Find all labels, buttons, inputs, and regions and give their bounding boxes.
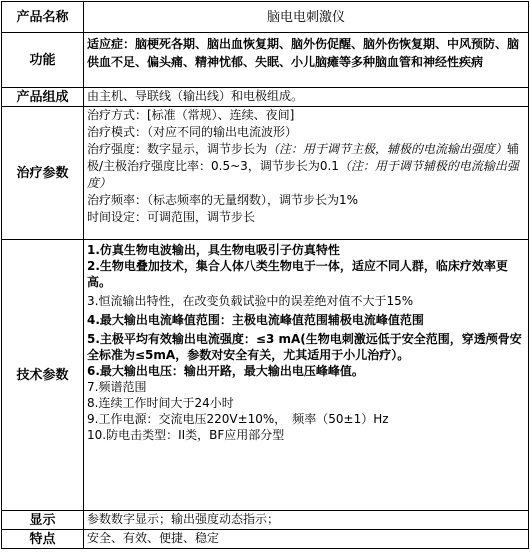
therapy-time: 时间设定：可调范围，调节步长 <box>87 210 256 224</box>
row-features <box>2 530 529 549</box>
tech-item-10: 10.防电击类型：II类，BF应用部分型 <box>87 428 285 442</box>
tech-item-4: 4.最大输出电流峰值范围：主极电流峰值范围辅极电流峰值范围 <box>87 313 424 327</box>
row-product-name <box>2 2 529 33</box>
label-technical: 技术参数 <box>2 240 84 511</box>
tech-item-9: 9.工作电源：交流电压220V±10%， 频率（50±1）Hz <box>87 412 389 426</box>
row-function <box>2 33 529 88</box>
label-product-name: 产品名称 <box>2 2 84 33</box>
tech-item-6: 6.最大输出电压：输出开路，最大输出电压峰峰值。 <box>87 364 364 378</box>
tech-item-2: 2.生物电叠加技术，集合人体八类生物电于一体，适应不同人群，临床疗效率更高。 <box>87 259 508 289</box>
product-spec-table <box>1 1 529 549</box>
therapy-frequency: 治疗频率：（标志频率的无量纲数），调节步长为1% <box>87 193 359 207</box>
value-composition: 由主机、导联线（输出线）和电极组成。 <box>84 88 529 107</box>
label-therapy: 治疗参数 <box>2 107 84 240</box>
tech-item-1: 1.仿真生物电波输出，具生物电吸引子仿真特性 <box>87 243 340 257</box>
value-function: 适应症：脑梗死各期、脑出血恢复期、脑外伤促醒、脑外伤恢复期、中风预防、脑供血不足、偏头痛、精神忧郁、失眠、小儿脑瘫等多种脑血管和神经性疾病 <box>84 33 529 88</box>
tech-item-5: 5.主极平均有效输出电流强度：≤3 mA(生物电刺激远低于安全范围，穿透颅骨安全标准为≤5mA，参数对安全有关，尤其适用于小儿治疗）。 <box>87 332 522 362</box>
label-function: 功能 <box>2 33 84 88</box>
label-features: 特点 <box>2 530 84 549</box>
row-composition <box>2 88 529 107</box>
value-therapy <box>84 107 529 240</box>
value-product-name: 脑电电刺激仪 <box>84 2 529 33</box>
row-technical <box>2 240 529 511</box>
therapy-mode: 治疗方式：[标准（常规）、连续、夜间] <box>87 108 295 122</box>
therapy-ratio-note: （注：用于调节辅极的电流输出强度） <box>87 159 519 190</box>
row-display <box>2 511 529 530</box>
label-display: 显示 <box>2 511 84 530</box>
value-display: 参数数字显示；输出强度动态指示； <box>84 511 529 530</box>
tech-item-7: 7.频谱范围 <box>87 380 147 394</box>
therapy-model: 治疗模式：（对应不同的输出电流波形） <box>87 125 298 139</box>
tech-item-8: 8.连续工作时间大于24小时 <box>87 396 234 410</box>
therapy-intensity-note: （注：用于调节主极，辅极的电流输出强度） <box>267 142 508 156</box>
row-therapy <box>2 107 529 240</box>
tech-item-3: 3.恒流输出特性，在改变负载试验中的误差绝对值不大于15% <box>87 294 414 308</box>
therapy-intensity-text: 治疗强度：数字显示，调节步长为 <box>87 142 268 156</box>
value-features: 安全、有效、便捷、稳定 <box>84 530 529 549</box>
value-technical <box>84 240 529 511</box>
therapy-ratio-text: 辅极/主极治疗强度比率：0.5~3，调节步长为0.1 <box>87 142 520 173</box>
label-composition: 产品组成 <box>2 88 84 107</box>
therapy-intensity <box>87 141 525 192</box>
